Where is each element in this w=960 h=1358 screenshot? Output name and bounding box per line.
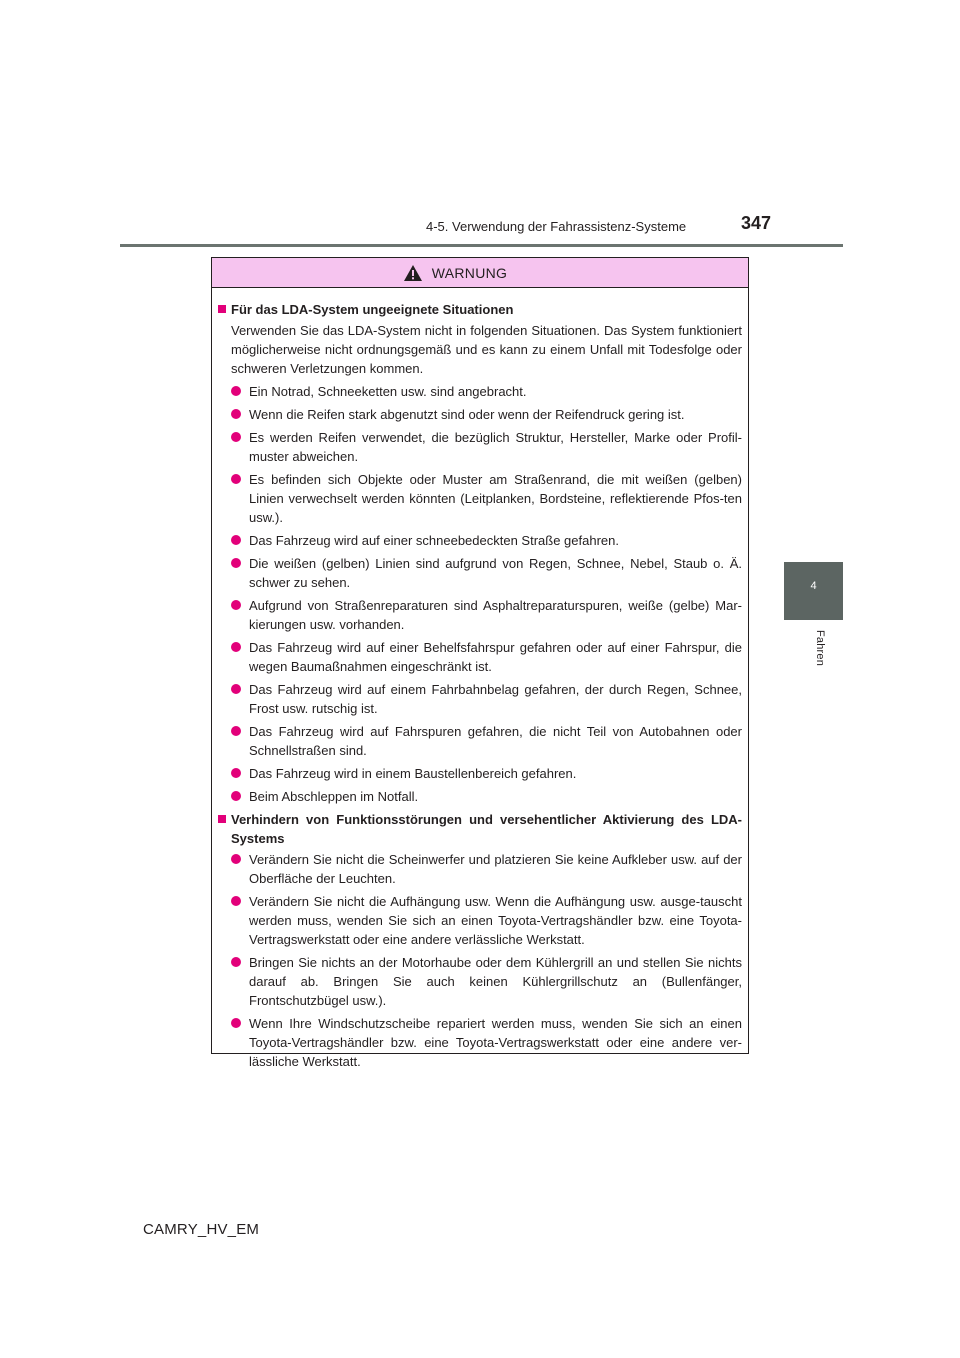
section-heading-text: Für das LDA-System ungeeignete Situationen xyxy=(231,302,514,317)
warning-section-situations xyxy=(218,300,742,806)
bullet-dot-icon xyxy=(231,409,241,419)
list-item-text: Das Fahrzeug wird auf einem Fahrbahnbelag gefahren, der durch Regen, Schnee, Frost usw. rutschig ist. xyxy=(249,682,742,716)
list-item xyxy=(218,787,742,806)
list-item-text: Bringen Sie nichts an der Motorhaube oder dem Kühlergrill an und stellen Sie nichts darauf ab. Bringen Sie auch keinen Kühlergrillschutz an (Bullenfänger, Frontschutzbügel usw.). xyxy=(249,955,742,1008)
bullet-dot-icon xyxy=(231,558,241,568)
list-item-text: Es werden Reifen verwendet, die bezüglich Struktur, Hersteller, Marke oder Profil-muster abweichen. xyxy=(249,430,742,464)
bullet-dot-icon xyxy=(231,474,241,484)
list-item xyxy=(218,680,742,718)
bullet-dot-icon xyxy=(231,1018,241,1028)
bullet-dot-icon xyxy=(231,957,241,967)
warning-box xyxy=(211,257,749,1069)
header-section-title: 4-5. Verwendung der Fahrassistenz-Systeme xyxy=(426,219,687,234)
section-intro: Verwenden Sie das LDA-System nicht in folgenden Situationen. Das System funktioniert möglicherweise nicht ordnungsgemäß und es kann zu einem Unfall mit Todesfolge oder schweren Verletzungen kommen. xyxy=(231,323,742,376)
list-item-text: Ein Notrad, Schneeketten usw. sind angebracht. xyxy=(249,384,527,399)
warning-body xyxy=(212,288,748,1071)
list-item-text: Wenn Ihre Windschutzscheibe repariert werden muss, wenden Sie sich an einen Toyota-Vertragshändler bzw. eine Toyota-Vertragswerkstatt oder eine andere ver-lässliche Werkstatt. xyxy=(249,1016,742,1069)
bullet-dot-icon xyxy=(231,854,241,864)
list-item xyxy=(218,382,742,401)
list-item-text: Beim Abschleppen im Notfall. xyxy=(249,789,419,804)
list-item-text: Aufgrund von Straßenreparaturen sind Asphaltreparaturspuren, weiße (gelbe) Mar-kierungen usw. vorhanden. xyxy=(249,598,742,632)
header-divider xyxy=(120,244,843,247)
list-item-text: Das Fahrzeug wird auf einer schneebedeckten Straße gefahren. xyxy=(249,533,619,548)
bullet-dot-icon xyxy=(231,896,241,906)
list-item-text: Verändern Sie nicht die Scheinwerfer und platzieren Sie keine Aufkleber usw. auf der Oberfläche der Leuchten. xyxy=(249,852,742,886)
list-item xyxy=(218,554,742,592)
list-item xyxy=(218,531,742,550)
list-item xyxy=(218,405,742,424)
bullet-dot-icon xyxy=(231,535,241,545)
warning-title: WARNUNG xyxy=(431,264,508,281)
bullet-dot-icon xyxy=(231,386,241,396)
square-bullet-icon xyxy=(218,815,226,823)
bullet-dot-icon xyxy=(231,768,241,778)
warning-header xyxy=(212,258,748,288)
bullet-dot-icon xyxy=(231,432,241,442)
chapter-number: 4 xyxy=(810,580,817,592)
list-item xyxy=(218,892,742,949)
bullet-dot-icon xyxy=(231,726,241,736)
list-item xyxy=(218,470,742,527)
list-item-text: Das Fahrzeug wird in einem Baustellenbereich gefahren. xyxy=(249,766,577,781)
list-item-text: Die weißen (gelben) Linien sind aufgrund von Regen, Schnee, Nebel, Staub o. Ä. schwer zu sehen. xyxy=(249,556,742,590)
list-item-text: Verändern Sie nicht die Aufhängung usw. Wenn die Aufhängung usw. ausge-tauscht werden muss, wenden Sie sich an einen Toyota-Vertragshändler bzw. eine Toyota-Vertragswerkstatt oder eine andere verlässliche Werkstatt. xyxy=(249,894,742,947)
bullet-dot-icon xyxy=(231,791,241,801)
list-item-text: Wenn die Reifen stark abgenutzt sind oder wenn der Reifendruck gering ist. xyxy=(249,407,685,422)
list-item xyxy=(218,596,742,634)
section-heading xyxy=(218,300,742,319)
list-item xyxy=(218,764,742,783)
bullet-dot-icon xyxy=(231,684,241,694)
bullet-dot-icon xyxy=(231,642,241,652)
bullet-dot-icon xyxy=(231,600,241,610)
list-item-text: Es befinden sich Objekte oder Muster am Straßenrand, die mit weißen (gelben) Linien verwechselt werden könnten (Leitplanken, Bordsteine, reflektierende Pfos-ten usw.). xyxy=(249,472,742,525)
warning-section-prevention xyxy=(218,810,742,1071)
list-item xyxy=(218,953,742,1010)
list-item xyxy=(218,722,742,760)
list-item-text: Das Fahrzeug wird auf einer Behelfsfahrspur gefahren oder auf einer Fahrspur, die wegen Baumaßnahmen eingeschränkt ist. xyxy=(249,640,742,674)
square-bullet-icon xyxy=(218,305,226,313)
section-heading-text: Verhindern von Funktionsstörungen und versehentlicher Aktivierung des LDA-Systems xyxy=(231,812,742,846)
list-item xyxy=(218,638,742,676)
chapter-label: Fahren xyxy=(814,630,826,667)
list-item xyxy=(218,850,742,888)
chapter-tab[interactable] xyxy=(784,562,843,620)
list-item-text: Das Fahrzeug wird auf Fahrspuren gefahren, die nicht Teil von Autobahnen oder Schnellstraßen sind. xyxy=(249,724,742,758)
section-heading xyxy=(218,810,742,848)
document-code: CAMRY_HV_EM xyxy=(143,1221,260,1238)
warning-triangle-icon xyxy=(403,264,423,282)
page-number: 347 xyxy=(741,213,772,233)
list-item xyxy=(218,428,742,466)
list-item xyxy=(218,1014,742,1071)
